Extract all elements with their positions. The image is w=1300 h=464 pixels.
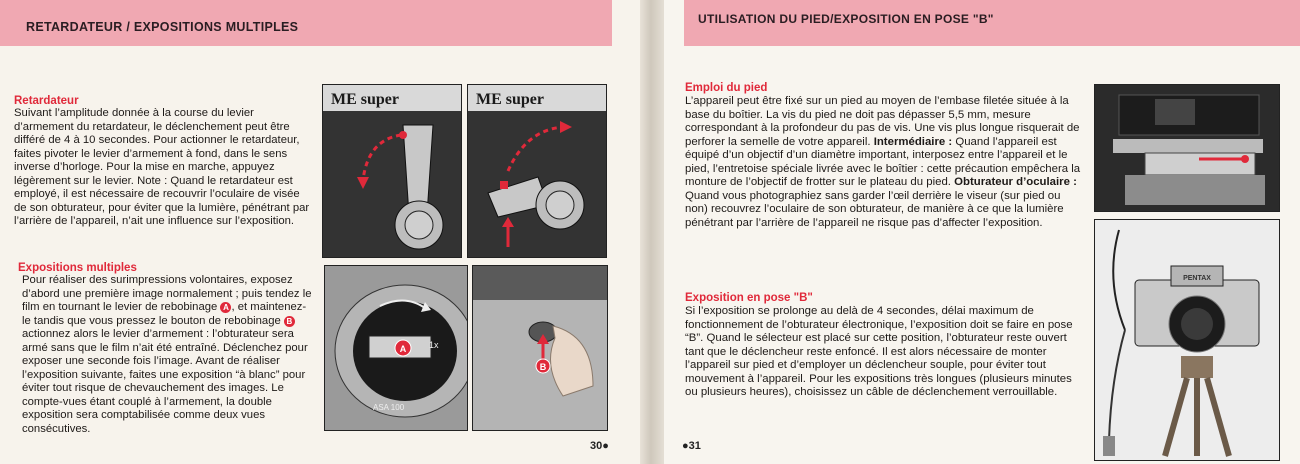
obturateur-text: Quand vous photographiez sans garder l’œil derrière le viseur (sur pied ou non) recouvrez l’oculaire de son obturateur, de manière à ce que la lumière pénétrant par l’arrière de l’appareil ne risque pas d’affecter l’exposition.: [685, 189, 1064, 229]
rewind-dial-graphic: [325, 266, 467, 430]
emploi-text-main: L’appareil peut être fixé sur un pied au moyen de l’embase filetée située à la base du boîtier. La vis du pied ne doit pas dépasser 5,5 mm, mesure correspondant à la profondeur du pas de vis. Une vis plus longue risquerait de perforer la semelle de votre appareil.: [685, 95, 1080, 148]
dial-scale-label: 1x: [429, 340, 439, 350]
intermediaire-label: Intermédiaire :: [873, 135, 953, 148]
expositions-text-part3: actionnez alors le levier d’armement : l’obturateur sera armé sans que le film n’ait été entraîné. Déclenchez pour exposer une seconde fois l’image. Avant de réaliser l’exposition suivante, faites une exposition “à blanc” pour éviter tout risque de chevauchement des images. Le compte-vues étant couplé à l’armement, la double exposition sera comptabilisée comme deux vues consécutives.: [22, 328, 308, 435]
emploi-text: [685, 95, 1085, 230]
marker-b-icon: B: [284, 316, 295, 327]
pose-b-text: Si l’exposition se prolonge au delà de 4 secondes, délai maximum de fonctionnement de l’obturateur électronique, l’exposition doit se faire en pose “B”. Quand le sélecteur est placé sur cette position, l’obturateur reste ouvert tant que le déclencheur reste enfoncé. Il est alors nécessaire de monter l’appareil sur pied et d’employer un déclencheur souple, pour éviter tout mouvement à l’appareil. Pour les expositions très longues (plusieurs minutes ou plusieurs heures), choisissez un câble de déclenchement verrouillable.: [685, 305, 1073, 398]
emploi-title: Emploi du pied: [685, 82, 768, 94]
right-header-band: [684, 0, 1300, 46]
button-marker-b: B: [539, 362, 547, 372]
selftimer-photo-2: [467, 84, 607, 258]
rewind-dial-photo: [324, 265, 468, 431]
expositions-text-part1: Pour réaliser des surimpressions volontaires, exposez d’abord une première image normalement ; puis tendez le film en tournant le levier de rebobinage: [22, 274, 312, 313]
tripod-mount-photo: [1094, 84, 1280, 212]
left-header-title: RETARDATEUR / EXPOSITIONS MULTIPLES: [26, 20, 299, 34]
retardateur-title: Retardateur: [14, 95, 79, 107]
tripod-camera-photo: [1094, 219, 1280, 461]
book-gutter: [640, 0, 664, 464]
right-header-title: UTILISATION DU PIED/EXPOSITION EN POSE "B": [698, 12, 994, 26]
left-page: [0, 0, 640, 464]
dial-marker-a: A: [399, 344, 407, 354]
selftimer-label-1: ME super: [331, 91, 399, 108]
pose-b-title: Exposition en pose "B": [685, 292, 813, 304]
expositions-text: [22, 274, 312, 436]
left-page-number: 30●: [590, 440, 609, 452]
right-page: [664, 0, 1300, 464]
selftimer-photo-1-graphic: [323, 85, 461, 257]
right-page-number: ●31: [682, 440, 701, 452]
left-header-band: [0, 0, 612, 46]
intermediaire-text: Quand l’appareil est équipé d’un objectif d’un diamètre important, interposez entre l’appareil et le pied, l’entretoise spéciale livrée avec le boîtier : cette précaution empêchera la monture de l’objectif de frotter sur le plateau du pied.: [685, 135, 1081, 188]
asa-label: ASA 100: [373, 403, 405, 412]
marker-a-icon: A: [220, 302, 231, 313]
rewind-button-photo: [472, 265, 608, 431]
tripod-mount-graphic: [1095, 85, 1279, 211]
rewind-button-graphic: [473, 266, 607, 430]
obturateur-label: Obturateur d’oculaire :: [954, 176, 1077, 188]
expositions-text-part2: , et maintenez-le tandis que vous pressez le bouton de rebobinage: [22, 301, 307, 327]
camera-brand-label: PENTAX: [1183, 275, 1211, 282]
retardateur-text: Suivant l’amplitude donnée à la course du levier d’armement du retardateur, le déclenchement peut être différé de 4 à 10 secondes. Pour actionner le retardateur, faites pivoter le levier d’armement à fond, dans le sens inverse d’horloge. Pour la mise en marche, appuyez légèrement sur le levier. Note : Quand le retardateur est employé, il est nécessaire de recouvrir l’oculaire de visée de son obturateur, pour éviter que la lumière, pénétrant par l’arrière de l’appareil, n’ait une influence sur l’exposition.: [14, 107, 310, 227]
selftimer-photo-2-graphic: [468, 85, 606, 257]
selftimer-photo-1: [322, 84, 462, 258]
tripod-camera-graphic: [1095, 220, 1279, 460]
expositions-title: Expositions multiples: [18, 262, 137, 274]
selftimer-label-2: ME super: [476, 91, 544, 108]
